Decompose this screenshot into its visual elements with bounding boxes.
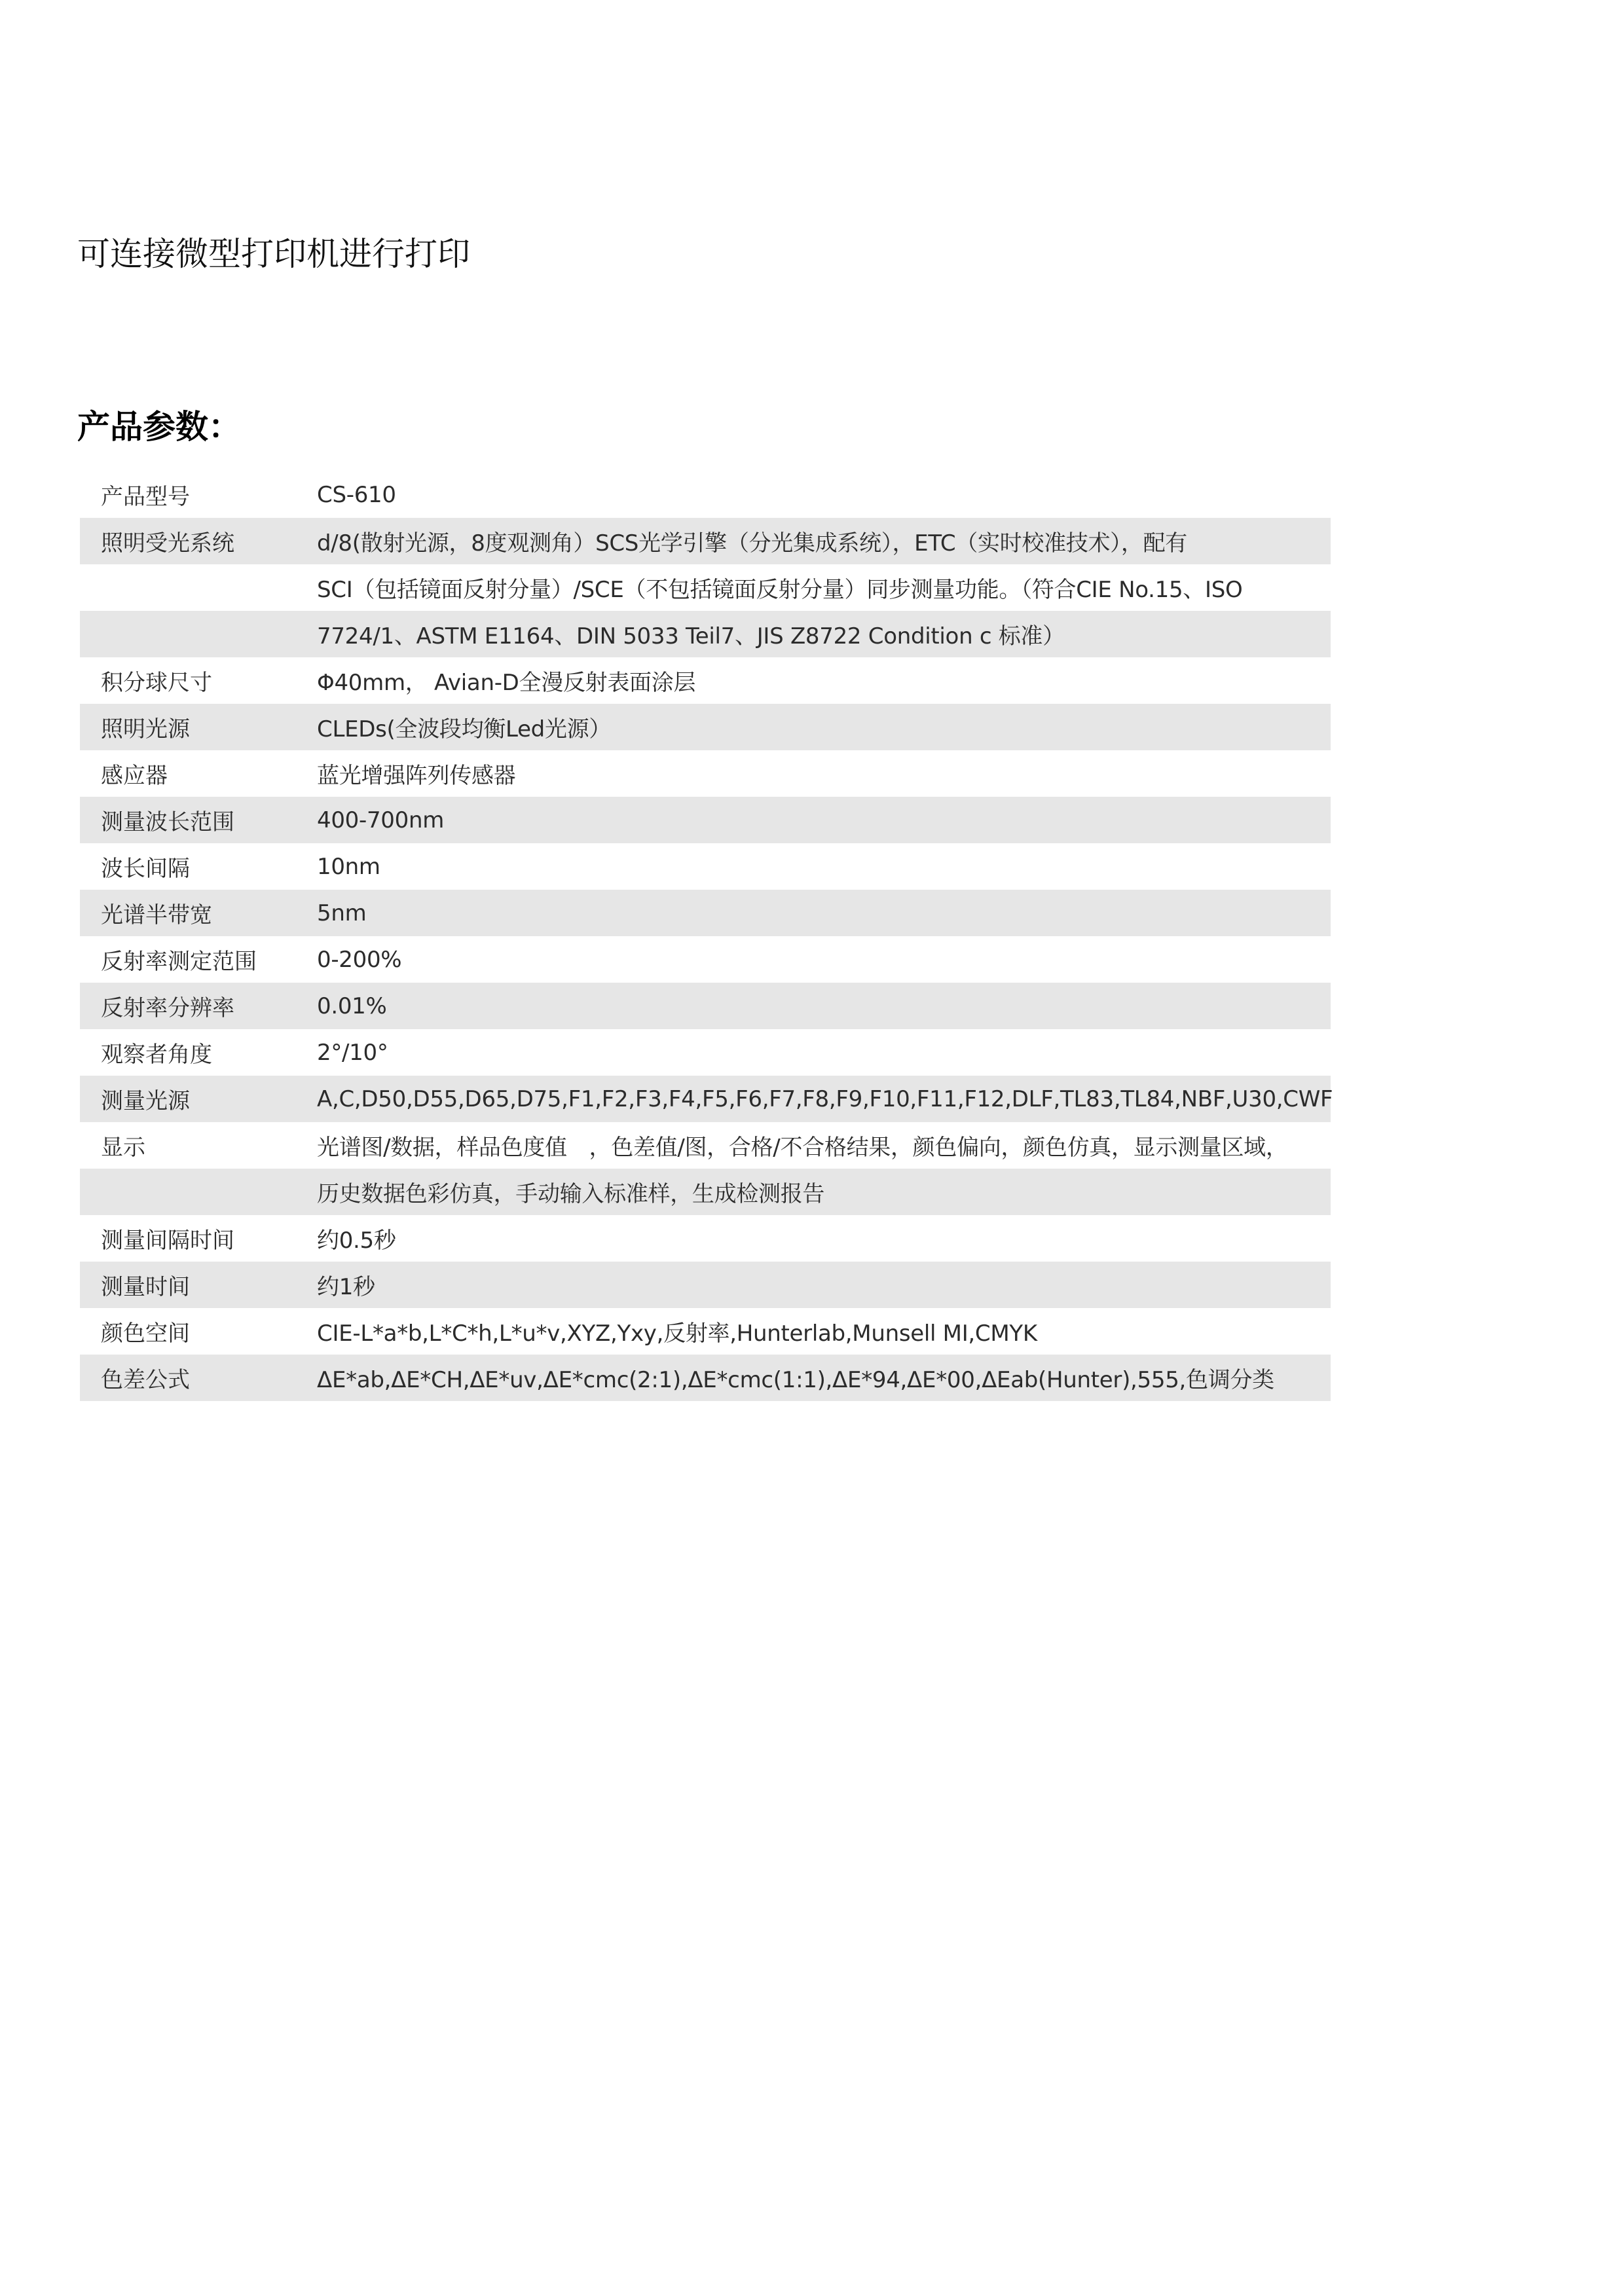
spec-row (80, 890, 1331, 936)
spec-row (80, 1308, 1331, 1355)
spec-value: Φ40mm， Avian-D全漫反射表面涂层 (317, 670, 696, 696)
section-title: 产品参数： (77, 408, 241, 446)
spec-label: 颜色空间 (101, 1321, 190, 1347)
spec-table (80, 471, 1331, 1401)
spec-row (80, 750, 1331, 797)
spec-value: ΔE*ab,ΔE*CH,ΔE*uv,ΔE*cmc(2:1),ΔE*cmc(1:1),ΔE*94,ΔE*00,ΔEab(Hunter),555,色调分类 (317, 1367, 1274, 1393)
spec-row (80, 657, 1331, 704)
spec-label: 光谱半带宽 (101, 902, 212, 928)
intro-text: 可连接微型打印机进行打印 (77, 235, 470, 273)
spec-row (80, 1122, 1331, 1169)
spec-row (80, 518, 1331, 564)
spec-value: 400-700nm (317, 807, 445, 833)
spec-row (80, 843, 1331, 890)
spec-value: 0.01% (317, 993, 387, 1019)
spec-label: 照明受光系统 (101, 530, 234, 556)
spec-value: 0-200% (317, 946, 402, 973)
spec-row (80, 1355, 1331, 1401)
spec-row (80, 797, 1331, 843)
spec-value: 约0.5秒 (317, 1228, 396, 1254)
spec-label: 反射率分辨率 (101, 995, 234, 1021)
spec-row (80, 1076, 1331, 1122)
spec-value: SCI（包括镜面反射分量）/SCE（不包括镜面反射分量）同步测量功能。（符合CIE No.15、ISO (317, 577, 1243, 603)
spec-row (80, 936, 1331, 983)
spec-label: 照明光源 (101, 716, 190, 742)
spec-label: 测量光源 (101, 1088, 190, 1114)
spec-value: CIE-L*a*b,L*C*h,L*u*v,XYZ,Yxy,反射率,Hunterlab,Munsell MI,CMYK (317, 1321, 1037, 1347)
spec-value: 蓝光增强阵列传感器 (317, 763, 516, 789)
spec-row (80, 1029, 1331, 1076)
spec-row (80, 704, 1331, 750)
spec-row (80, 611, 1331, 657)
spec-value: d/8(散射光源，8度观测角）SCS光学引擎（分光集成系统），ETC（实时校准技术），配有 (317, 530, 1187, 556)
spec-row (80, 1169, 1331, 1215)
spec-value: 光谱图/数据，样品色度值 ，色差值/图，合格/不合格结果，颜色偏向，颜色仿真，显示测量区域， (317, 1135, 1288, 1161)
spec-value: 历史数据色彩仿真，手动输入标准样，生成检测报告 (317, 1181, 825, 1207)
spec-row (80, 983, 1331, 1029)
spec-label: 波长间隔 (101, 856, 190, 882)
spec-label: 积分球尺寸 (101, 670, 212, 696)
spec-row (80, 471, 1331, 518)
spec-value: 约1秒 (317, 1274, 375, 1300)
spec-row (80, 564, 1331, 611)
spec-label: 观察者角度 (101, 1042, 212, 1068)
spec-value: CS-610 (317, 481, 396, 508)
spec-label: 产品型号 (101, 484, 190, 510)
spec-row (80, 1262, 1331, 1308)
spec-value: 2°/10° (317, 1039, 388, 1066)
spec-label: 测量间隔时间 (101, 1228, 234, 1254)
spec-value: 7724/1、ASTM E1164、DIN 5033 Teil7、JIS Z8722 Condition c 标准） (317, 623, 1065, 649)
spec-label: 测量波长范围 (101, 809, 234, 835)
spec-label: 显示 (101, 1135, 145, 1161)
spec-value: 10nm (317, 853, 380, 880)
spec-row (80, 1215, 1331, 1262)
spec-value: CLEDs(全波段均衡Led光源） (317, 716, 612, 742)
spec-label: 测量时间 (101, 1274, 190, 1300)
spec-value: A,C,D50,D55,D65,D75,F1,F2,F3,F4,F5,F6,F7,F8,F9,F10,F11,F12,DLF,TL83,TL84,NBF,U30,CWF (317, 1085, 1333, 1112)
spec-value: 5nm (317, 900, 367, 926)
spec-label: 反射率测定范围 (101, 949, 257, 975)
spec-label: 色差公式 (101, 1367, 190, 1393)
spec-label: 感应器 (101, 763, 168, 789)
